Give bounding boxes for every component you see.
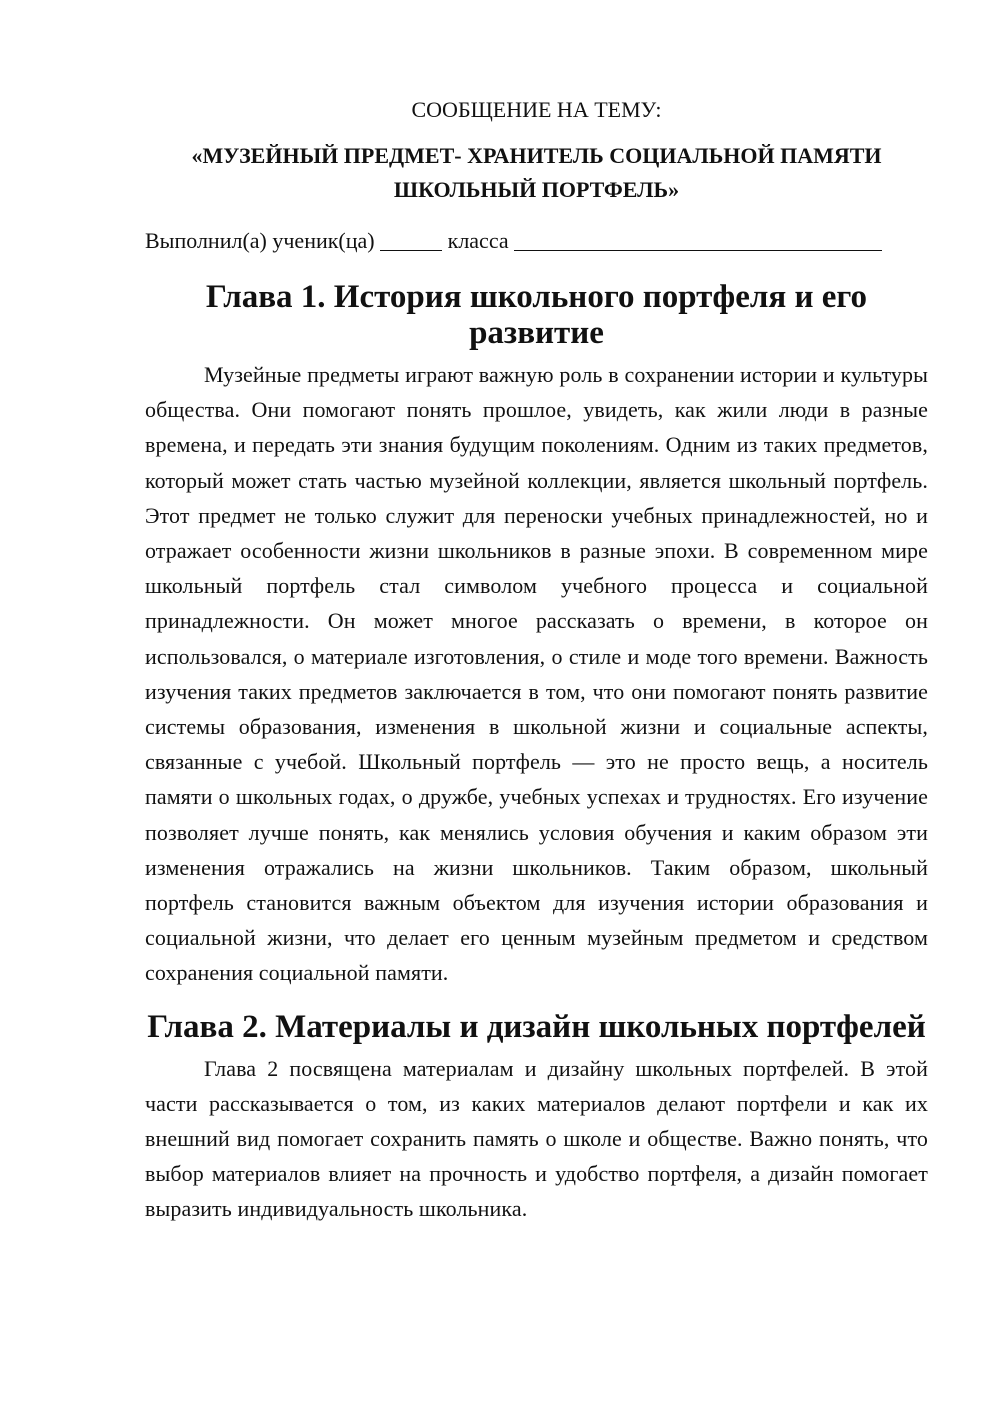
- chapter-2-paragraph: Глава 2 посвящена материалам и дизайну школьных портфелей. В этой части рассказывается о том, из каких материалов делают портфели и как их внешний вид помогает сохранить память о школе и обществе. Важно понять, что выбор материалов влияет на прочность и удобство портфеля, а дизайн помогает выразить индивидуальность школьника.: [145, 1055, 928, 1222]
- class-label: класса: [447, 228, 509, 253]
- student-name-blank: [514, 228, 882, 251]
- document-page: [145, 92, 928, 1227]
- performer-label: Выполнил(а) ученик(ца): [145, 228, 375, 253]
- class-number-blank: [380, 228, 442, 251]
- document-title-topic: СООБЩЕНИЕ НА ТЕМУ:: [411, 97, 662, 122]
- performer-line: [145, 223, 928, 259]
- chapter-1-paragraph: Музейные предметы играют важную роль в сохранении истории и культуры общества. Они помогают понять прошлое, увидеть, как жили люди в разные времена, и передать эти знания будущим поколениям. Одним из таких предметов, который может стать частью музейной коллекции, является школьный портфель. Этот предмет не только служит для переноски учебных принадлежностей, но и отражает особенности жизни школьников в разные эпохи. В современном мире школьный портфель стал символом учебного процесса и социальной принадлежности. Он может многое рассказать о времени, в которое он использовался, о материале изготовления, о стиле и моде того времени. Важность изучения таких предметов заключается в том, что они помогают понять развитие системы образования, изменения в школьной жизни и социальные аспекты, связанные с учебой. Школьный портфель — это не просто вещь, а носитель памяти о школьных годах, о дружбе, учебных успехах и трудностях. Его изучение позволяет лучше понять, как менялись условия обучения и каким образом эти изменения отражались на жизни школьников. Таким образом, школьный портфель становится важным объектом для изучения истории образования и социальной жизни, что делает его ценным музейным предметом и средством сохранения социальной памяти.: [145, 362, 928, 986]
- chapter-2-heading: Глава 2. Материалы и дизайн школьных портфелей: [147, 1008, 926, 1045]
- chapter-1-heading: Глава 1. История школьного портфеля и его развитие: [205, 279, 868, 351]
- document-title-main: «МУЗЕЙНЫЙ ПРЕДМЕТ- ХРАНИТЕЛЬ СОЦИАЛЬНОЙ ПАМЯТИ ШКОЛЬНЫЙ ПОРТФЕЛЬ»: [191, 143, 882, 202]
